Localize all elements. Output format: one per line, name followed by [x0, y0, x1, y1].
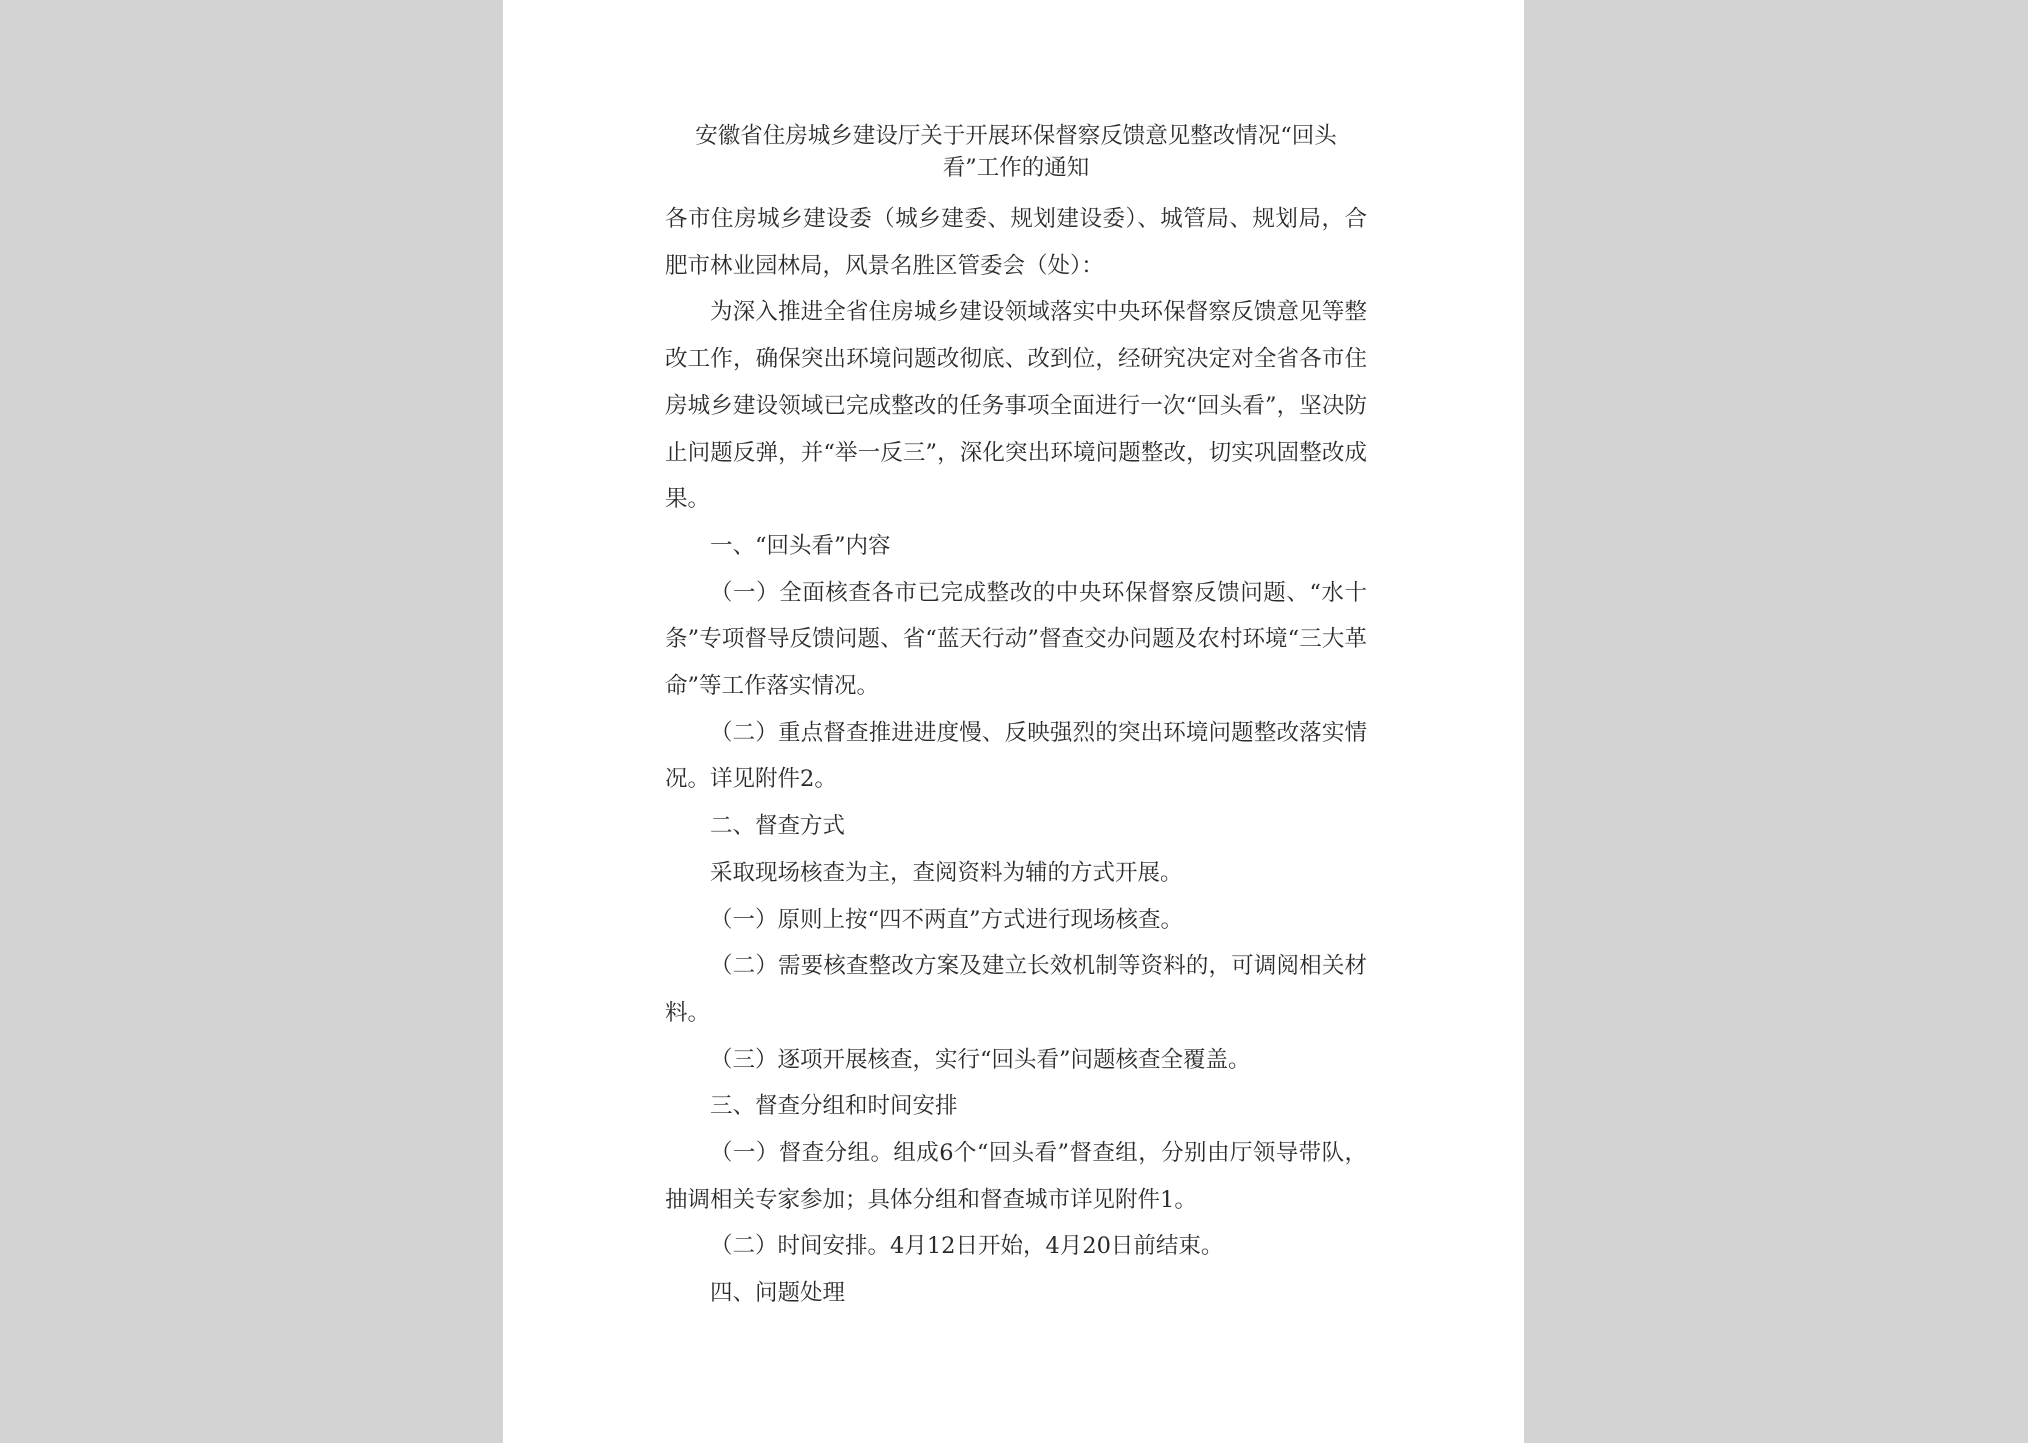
paragraph-item: （一）督查分组。组成6个“回头看”督查组，分别由厅领导带队，抽调相关专家参加；具体分组和督查城市详见附件1。	[665, 1140, 1367, 1213]
section-heading-3: 三、督查分组和时间安排	[710, 1093, 958, 1120]
document-page	[503, 0, 1524, 1443]
title-line-2: 看”工作的通知	[942, 155, 1090, 181]
section-heading-1: 一、“回头看”内容	[710, 532, 891, 559]
title-line-1: 安徽省住房城乡建设厅关于开展环保督察反馈意见整改情况“回头	[695, 123, 1337, 149]
document-body	[665, 196, 1367, 1317]
paragraph-addressee: 各市住房城乡建设委（城乡建委、规划建设委）、城管局、规划局，合肥市林业园林局，风景名胜区管委会（处）：	[665, 206, 1367, 279]
paragraph-item: （三）逐项开展核查，实行“回头看”问题核查全覆盖。	[710, 1046, 1251, 1073]
paragraph-item: 采取现场核查为主，查阅资料为辅的方式开展。	[710, 859, 1183, 886]
paragraph-intro: 为深入推进全省住房城乡建设领域落实中央环保督察反馈意见等整改工作，确保突出环境问题改彻底、改到位，经研究决定对全省各市住房城乡建设领域已完成整改的任务事项全面进行一次“回头看”，坚决防止问题反弹，并“举一反三”，深化突出环境问题整改，切实巩固整改成果。	[665, 299, 1367, 513]
section-heading-4: 四、问题处理	[710, 1280, 846, 1307]
section-heading-2: 二、督查方式	[710, 813, 846, 840]
paragraph-item: （二）重点督查推进进度慢、反映强烈的突出环境问题整改落实情况。详见附件2。	[665, 719, 1367, 793]
paragraph-item: （一）原则上按“四不两直”方式进行现场核查。	[710, 906, 1184, 933]
document-content	[665, 120, 1367, 1317]
paragraph-item: （二）时间安排。4月12日开始，4月20日前结束。	[710, 1233, 1224, 1260]
paragraph-item: （一）全面核查各市已完成整改的中央环保督察反馈问题、“水十条”专项督导反馈问题、省“蓝天行动”督查交办问题及农村环境“三大革命”等工作落实情况。	[665, 579, 1367, 700]
document-title	[665, 120, 1367, 184]
paragraph-item: （二）需要核查整改方案及建立长效机制等资料的，可调阅相关材料。	[665, 953, 1367, 1026]
